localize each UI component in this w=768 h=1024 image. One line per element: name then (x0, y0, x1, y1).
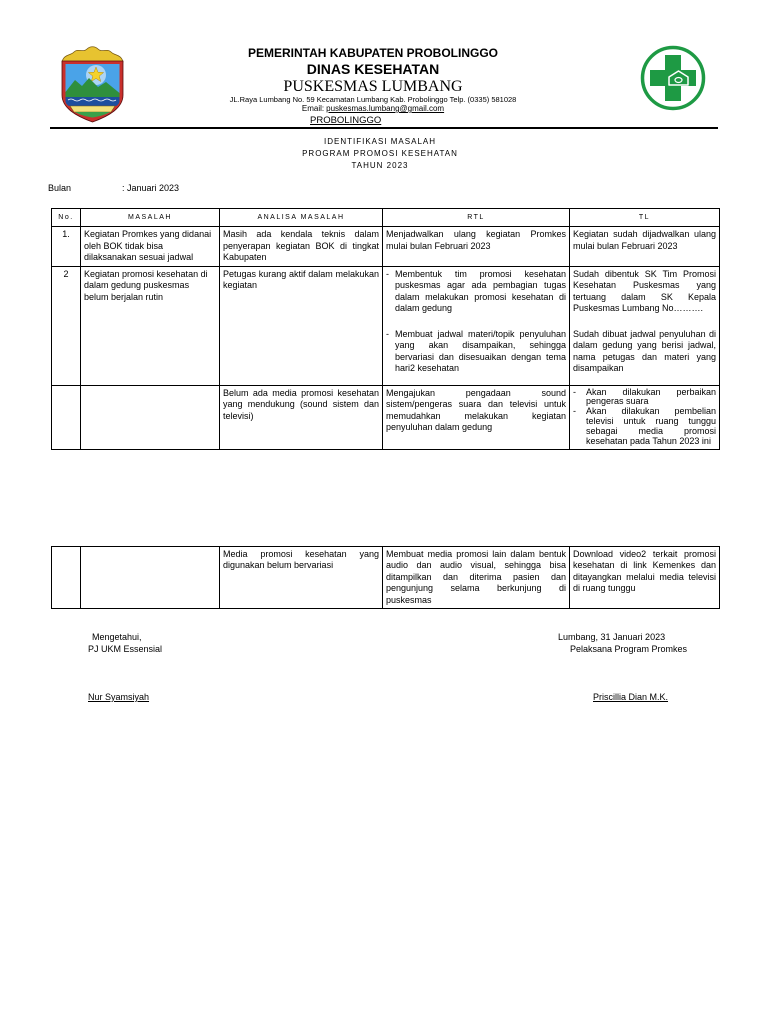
table-row (52, 385, 720, 449)
column-header-no: No. (52, 209, 81, 227)
facility-name: PUSKESMAS LUMBANG (283, 78, 463, 95)
signature-left-role: PJ UKM Essensial (88, 644, 163, 654)
cell-tl: Kegiatan sudah dijadwalkan ulang mulai bulan Februari 2023 (570, 227, 720, 267)
cell-no (52, 385, 81, 449)
address-line: JL.Raya Lumbang No. 59 Kecamatan Lumbang Kab. Probolinggo Telp. (0335) 581028 (229, 95, 517, 104)
column-header-masalah: MASALAH (81, 209, 220, 227)
bullet-item (386, 269, 566, 315)
bullet-marker: - (386, 268, 389, 279)
table-header-row (52, 209, 720, 227)
bullet-text: Akan dilakukan pembelian televisi untuk ruang tunggu sebagai media promosi kesehatan pada Tahun 2023 ini (586, 406, 716, 447)
column-header-tl: TL (570, 209, 720, 227)
region-name: PROBOLINGGO (310, 115, 382, 126)
government-name: PEMERINTAH KABUPATEN PROBOLINGGO (247, 46, 498, 60)
signature-left-name: Nur Syamsiyah (88, 692, 150, 702)
cell-tl (570, 266, 720, 385)
bullet-text: Membuat jadwal materi/topik penyuluhan yang akan disampaikan, sehingga bervariasi dan disesuaikan dengan tema hari2 kesehatan (395, 328, 566, 373)
email-address: puskesmas.lumbang@gmail.com (326, 104, 445, 113)
column-header-analisa-masalah: ANALISA MASALAH (220, 209, 383, 227)
cell-no: 1. (52, 227, 81, 267)
title-line-1: IDENTIFIKASI MASALAH (323, 137, 437, 146)
cell-rtl (383, 266, 570, 385)
period-value: : Januari 2023 (122, 183, 180, 193)
bullet-text: Akan dilakukan perbaikan pengeras suara (586, 386, 716, 407)
cell-analisa: Masih ada kendala teknis dalam penyerapan kegiatan BOK di tingkat Kabupaten (220, 227, 383, 267)
period-label: Bulan (48, 183, 72, 193)
tl-paragraph: Sudah dibentuk SK Tim Promosi Kesehatan Puskesmas yang tertuang dalam SK Kepala Puskesmas Lumbang No………. (573, 268, 716, 313)
table-row (52, 227, 720, 267)
bullet-marker: - (386, 328, 389, 339)
bullet-marker: - (573, 386, 576, 397)
cell-no (52, 547, 81, 609)
bullet-item (573, 407, 716, 447)
problem-identification-table (51, 208, 720, 450)
signature-left-acknowledged: Mengetahui, (92, 632, 142, 642)
bullet-marker: - (573, 406, 576, 417)
cell-rtl: Menjadwalkan ulang kegiatan Promkes mulai bulan Februari 2023 (383, 227, 570, 267)
cell-analisa: Media promosi kesehatan yang digunakan belum bervariasi (220, 547, 383, 609)
bullet-item (573, 388, 716, 408)
cell-rtl: Membuat media promosi lain dalam bentuk audio dan audio visual, sehingga bisa ditampilkan dan diterima pasien dan pengunjung selama berkunjung di puskesmas (383, 547, 570, 609)
letterhead-divider (50, 127, 718, 129)
email-label: Email: (301, 104, 325, 113)
puskesmas-green-cross-emblem-icon (640, 44, 706, 112)
cell-masalah: Kegiatan Promkes yang didanai oleh BOK tidak bisa dilaksanakan sesuai jadwal (81, 227, 220, 267)
cell-tl: Download video2 terkait promosi kesehatan di link Kemenkes dan ditayangkan melalui media televisi di ruang tunggu (570, 547, 720, 609)
cell-masalah: Kegiatan promosi kesehatan di dalam gedung puskesmas belum berjalan rutin (81, 266, 220, 385)
cell-rtl: Mengajukan pengadaan sound sistem/pengeras suara dan televisi untuk memudahkan melakukan kegiatan penyuluhan dalam gedung (383, 385, 570, 449)
table-row (52, 547, 720, 609)
problem-identification-table-continued (51, 546, 720, 609)
cell-masalah (81, 547, 220, 609)
cell-tl (570, 385, 720, 449)
cell-analisa: Petugas kurang aktif dalam melakukan kegiatan (220, 266, 383, 385)
signature-right-place-date: Lumbang, 31 Januari 2023 (558, 632, 666, 642)
cell-masalah (81, 385, 220, 449)
tl-paragraph: Sudah dibuat jadwal penyuluhan di dalam gedung yang berisi jadwal, nama petugas dan materi yang disampaikan (573, 328, 716, 373)
bullet-item (386, 329, 566, 375)
title-line-3: TAHUN 2023 (351, 161, 409, 170)
title-line-2: PROGRAM PROMOSI KESEHATAN (302, 149, 458, 158)
agency-name: DINAS KESEHATAN (306, 61, 440, 77)
letterhead (173, 46, 573, 114)
cell-analisa: Belum ada media promosi kesehatan yang mendukung (sound sistem dan televisi) (220, 385, 383, 449)
cell-no: 2 (52, 266, 81, 385)
signature-right-role: Pelaksana Program Promkes (570, 644, 688, 654)
column-header-rtl: RTL (383, 209, 570, 227)
kabupaten-probolinggo-emblem-icon (58, 45, 127, 123)
email-line (173, 104, 573, 114)
bullet-text: Membentuk tim promosi kesehatan puskesmas agar ada pembagian tugas dalam melakukan promosi kesehatan di dalam gedung (395, 268, 566, 313)
signature-right-name: Priscillia Dian M.K. (593, 692, 669, 702)
document-title (230, 136, 530, 172)
table-row (52, 266, 720, 385)
